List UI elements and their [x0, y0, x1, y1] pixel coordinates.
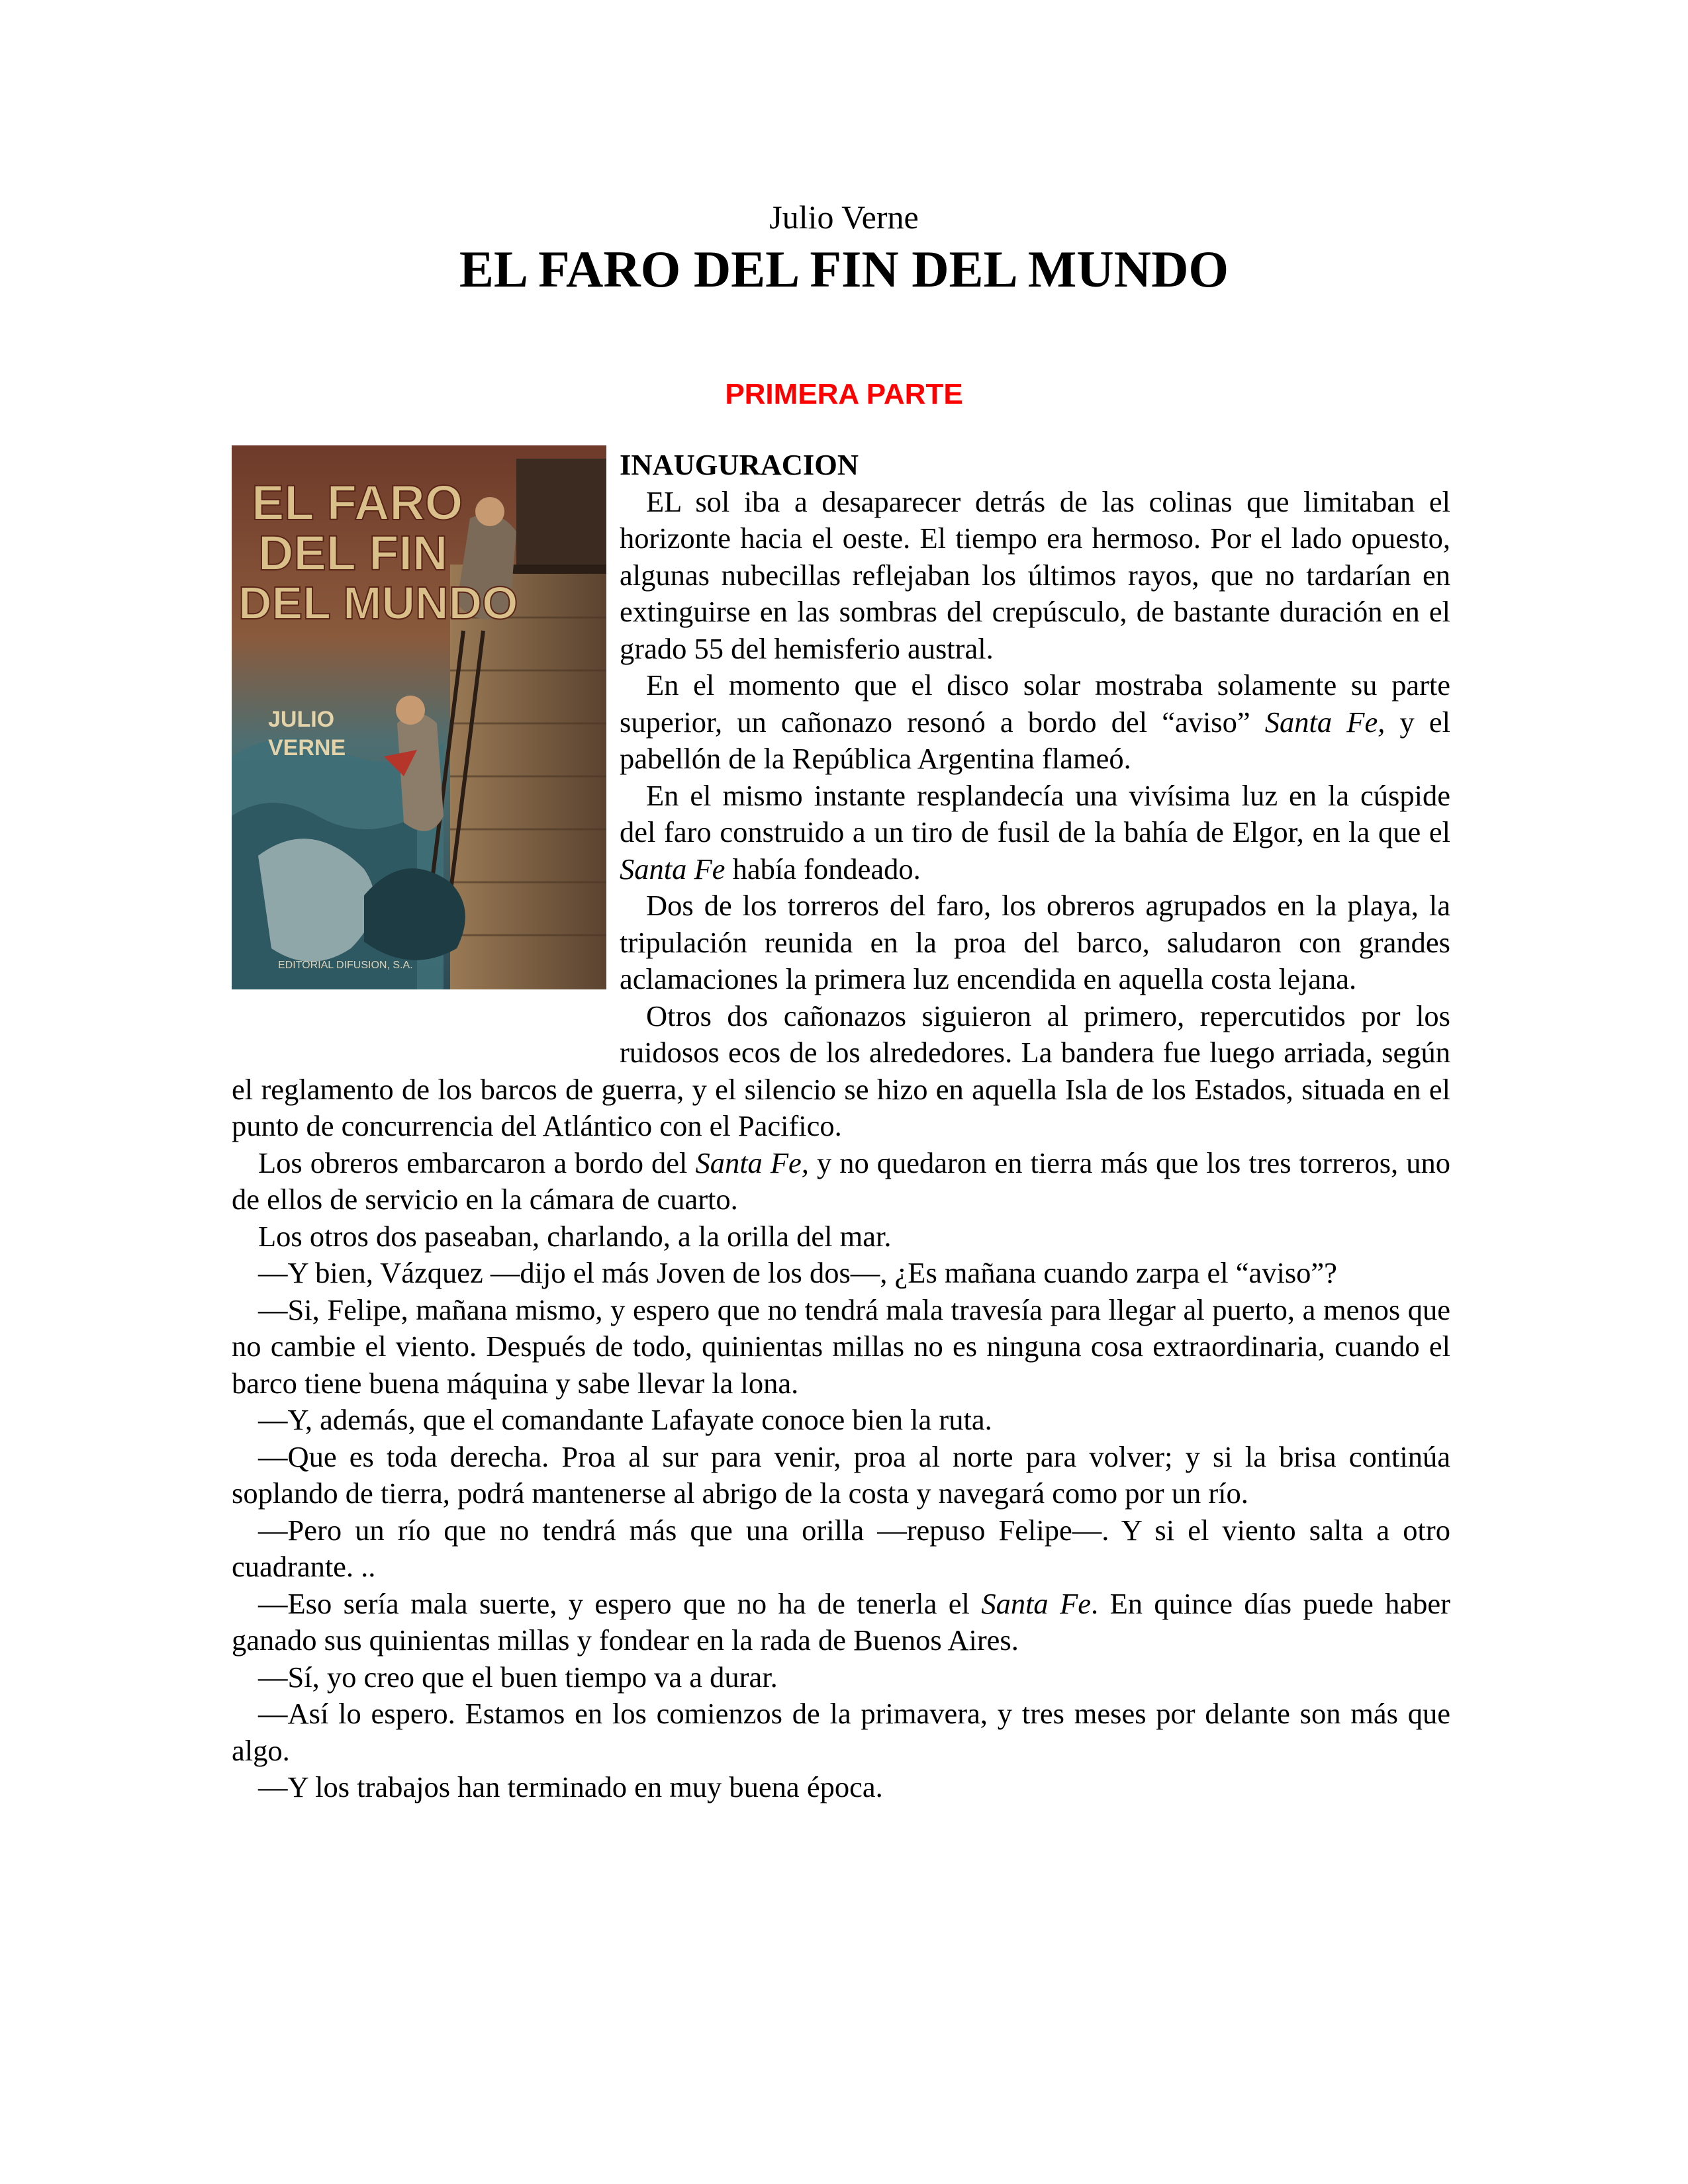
paragraph: —Que es toda derecha. Proa al sur para venir, proa al norte para volver; y si la brisa continúa soplando de tierra, podrá mantenerse al abrigo de la costa y navegará como por un río. — [232, 1439, 1450, 1510]
chapter-text — [232, 447, 1450, 1806]
paragraph: Los obreros embarcaron a bordo del Santa Fe, y no quedaron en tierra más que los tres torreros, uno de ellos de servicio en la cámara de cuarto. — [232, 1146, 1450, 1216]
paragraph: —Así lo espero. Estamos en los comienzos de la primavera, y tres meses por delante son más que algo. — [232, 1697, 1450, 1767]
cover-author-line-1: JULIO — [268, 707, 335, 732]
part-heading: PRIMERA PARTE — [725, 378, 963, 410]
paragraph: Otros dos cañonazos siguieron al primero, repercutidos por los ruidosos ecos de los alrededores. La bandera fue luego arriada, según el reglamento de los barcos de guerra, y el silencio se hizo en aquella Isla de los Estados, situada en el punto de concurrencia del Atlántico con el Pacifico. — [232, 999, 1450, 1142]
paragraph: —Y bien, Vázquez —dijo el más Joven de los dos—, ¿Es mañana cuando zarpa el “aviso”? — [258, 1256, 1337, 1289]
cover-float-spacer — [232, 447, 620, 1046]
paragraph: En el momento que el disco solar mostraba solamente su parte superior, un cañonazo resonó a bordo del “aviso” Santa Fe, y el pabellón de la República Argentina flameó. — [620, 668, 1450, 775]
chapter-heading: INAUGURACION — [620, 448, 859, 481]
paragraph: EL sol iba a desaparecer detrás de las colinas que limitaban el horizonte hacia el oeste. El tiempo era hermoso. Por el lado opuesto, algunas nubecillas reflejaban los últimos rayos, que no tardarían en extinguirse en las sombras del crepúsculo, de bastante duración en el grado 55 del hemisferio austral. — [620, 484, 1450, 665]
cover-publisher: EDITORIAL DIFUSION, S.A. — [278, 960, 413, 971]
paragraph: —Sí, yo creo que el buen tiempo va a durar. — [258, 1660, 778, 1694]
paragraph: Los otros dos paseaban, charlando, a la orilla del mar. — [258, 1219, 892, 1253]
cover-title-line-2: DEL FIN — [258, 525, 448, 580]
paragraph: —Y los trabajos han terminado en muy buena época. — [258, 1770, 883, 1803]
cover-title-line-3: DEL MUNDO — [238, 577, 518, 629]
paragraph: —Si, Felipe, mañana mismo, y espero que no tendrá mala travesía para llegar al puerto, a menos que no cambie el viento. Después de todo, quinientas millas no es ninguna cosa extraordinaria, cuando el barco tiene buena máquina y sabe llevar la lona. — [232, 1293, 1450, 1400]
paragraph: —Eso sería mala suerte, y espero que no ha de tenerla el Santa Fe. En quince días puede haber ganado sus quinientas millas y fondear en la rada de Buenos Aires. — [232, 1586, 1450, 1657]
cover-title-line-1: EL FARO — [252, 475, 463, 530]
paragraph: En el mismo instante resplandecía una vivísima luz en la cúspide del faro construido a un tiro de fusil de la bahía de Elgor, en la que el Santa Fe había fondeado. — [620, 778, 1450, 886]
paragraph: —Y, además, que el comandante Lafayate conoce bien la ruta. — [258, 1403, 992, 1436]
author-name: Julio Verne — [769, 199, 919, 236]
book-title: EL FARO DEL FIN DEL MUNDO — [459, 240, 1229, 298]
cover-author-line-2: VERNE — [268, 735, 346, 760]
paragraph: Dos de los torreros del faro, los obreros agrupados en la playa, la tripulación reunida en la proa del barco, saludaron con grandes aclamaciones la primera luz encendida en aquella costa lejana. — [620, 889, 1450, 995]
paragraph: —Pero un río que no tendrá más que una orilla —repuso Felipe—. Y si el viento salta a otro cuadrante. .. — [232, 1513, 1450, 1583]
